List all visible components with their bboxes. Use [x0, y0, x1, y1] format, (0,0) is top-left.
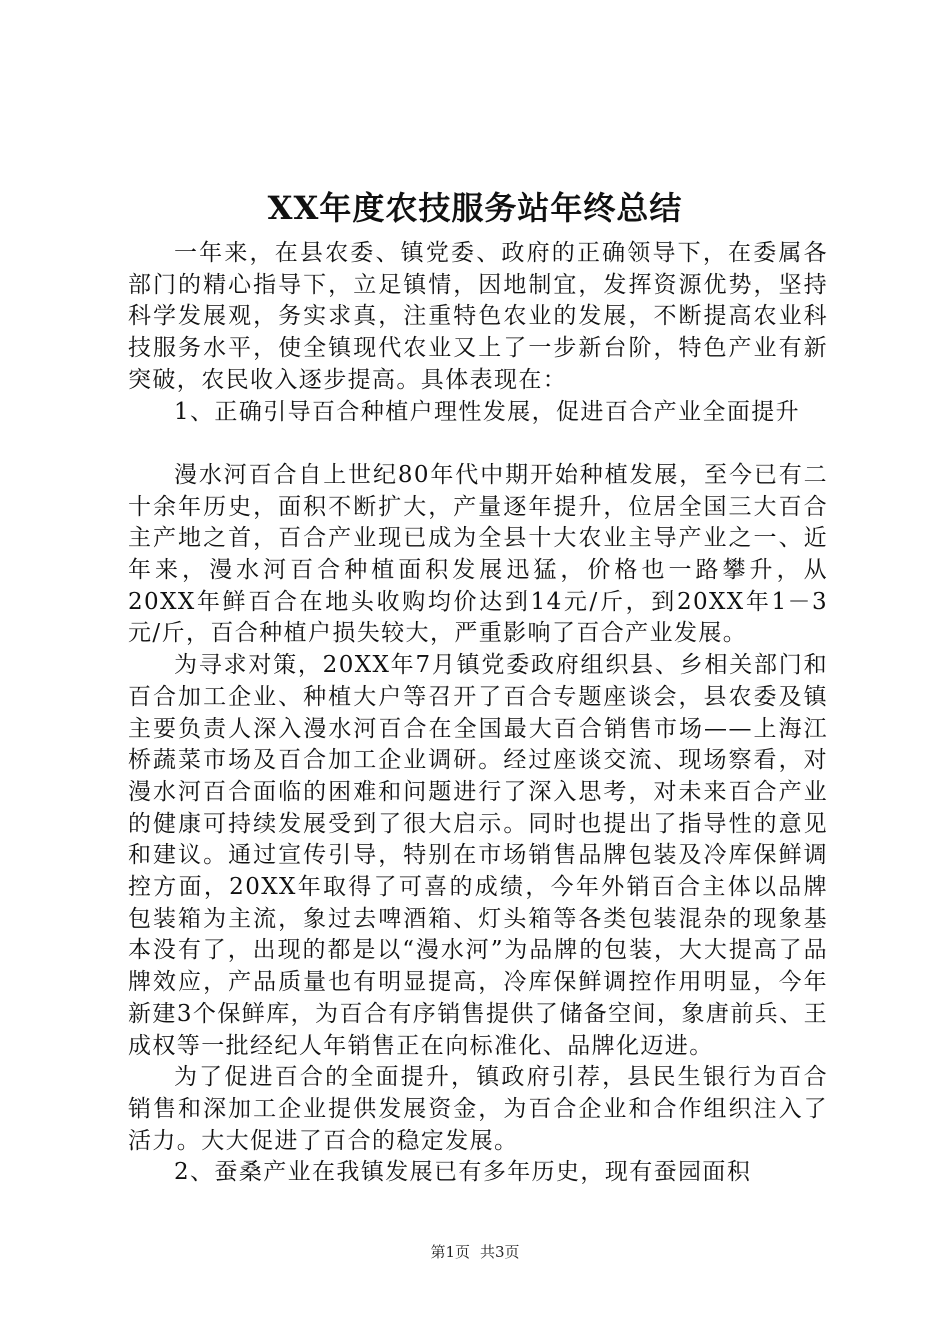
body-paragraph: 为寻求对策，20XX年7月镇党委政府组织县、乡相关部门和百合加工企业、种植大户等召开了百合专题座谈会，县农委及镇主要负责人深入漫水河百合在全国最大百合销售市场——上海江桥蔬菜市场及百合加工企业调研。经过座谈交流、现场察看，对漫水河百合面临的困难和问题进行了深入思考，对未来百合产业的健康可持续发展受到了很大启示。同时也提出了指导性的意见和建议。通过宣传引导，特别在市场销售品牌包装及冷库保鲜调控方面，20XX年取得了可喜的成绩，今年外销百合主体以品牌包装箱为主流，象过去啤酒箱、灯头箱等各类包装混杂的现象基本没有了，出现的都是以“漫水河”为品牌的包装，大大提高了品牌效应，产品质量也有明显提高，冷库保鲜调控作用明显，今年新建3个保鲜库，为百合有序销售提供了储备空间，象唐前兵、王成权等一批经纪人年销售正在向标准化、品牌化迈进。: [128, 652, 828, 1059]
intro-paragraph: 一年来，在县农委、镇党委、政府的正确领导下，在委属各部门的精心指导下，立足镇情，因地制宜，发挥资源优势，坚持科学发展观，务实求真，注重特色农业的发展，不断提高农业科技服务水平，使全镇现代农业又上了一步新台阶，特色产业有新突破，农民收入逐步提高。具体表现在：: [128, 240, 828, 393]
document-title: XX年度农技服务站年终总结: [267, 189, 683, 227]
document-body: [128, 238, 828, 1189]
body-paragraph: 为了促进百合的全面提升，镇政府引荐，县民生银行为百合销售和深加工企业提供发展资金，为百合企业和合作组织注入了活力。大大促进了百合的稳定发展。: [128, 1064, 828, 1154]
page-total: 共3页: [480, 1243, 520, 1261]
section-heading-lily: 1、正确引导百合种植户理性发展，促进百合产业全面提升: [174, 398, 801, 425]
section-heading-silkworm: 2、蚕桑产业在我镇发展已有多年历史，现有蚕园面积: [174, 1159, 752, 1186]
body-paragraph: 漫水河百合自上世纪80年代中期开始种植发展，至今已有二十余年历史，面积不断扩大，产量逐年提升，位居全国三大百合主产地之首，百合产业现已成为全县十大农业主导产业之一、近年来，漫水河百合种植面积发展迅猛，价格也一路攀升，从20XX年鲜百合在地头收购均价达到14元/斤，到20XX年1－3元/斤，百合种植户损失较大，严重影响了百合产业发展。: [128, 461, 828, 647]
page-number: 第1页: [430, 1243, 470, 1261]
page-footer: [0, 1242, 950, 1262]
